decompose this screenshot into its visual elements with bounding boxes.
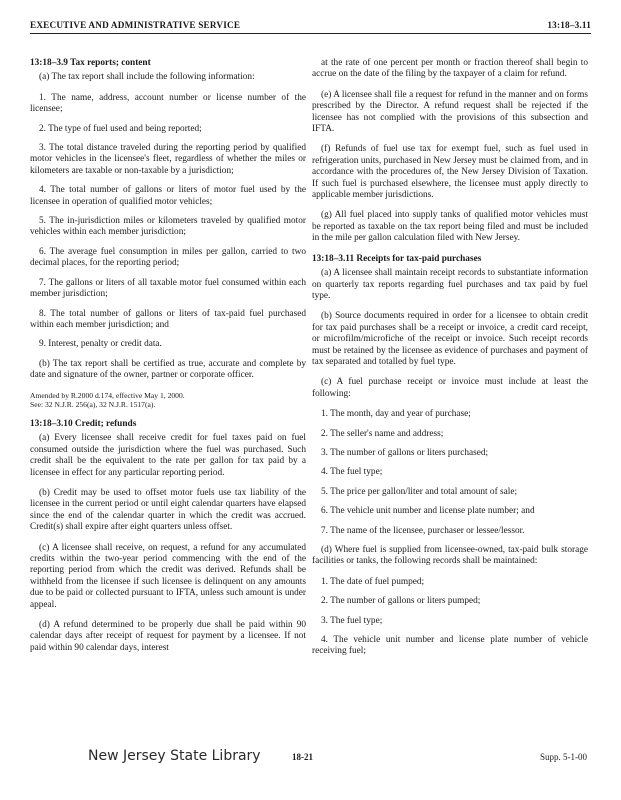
amendment-note [30, 391, 306, 409]
library-stamp: New Jersey State Library [88, 748, 261, 764]
right-column [312, 58, 588, 666]
list-item: 6. The average fuel consumption in miles per gallon, carried to two decimal places, for the reporting period; [30, 246, 306, 269]
list-item: 4. The total number of gallons or liters of motor fuel used by the licensee in operation of qualified motor vehicles; [30, 185, 306, 207]
list-item: 1. The name, address, account number or license number of the licensee; [30, 92, 306, 115]
list-item: 2. The seller's name and address; [321, 428, 444, 439]
paragraph: (b) Credit may be used to offset motor fuels use tax liability of the licensee in the current period or until eight calendar quarters have elapsed since the end of the calendar quarter in which the credit was accrued. Credit(s) shall expire after eight quarters unless offset. [30, 487, 306, 533]
list-item: 4. The fuel type; [321, 467, 383, 478]
header-section-number: 13:18–3.11 [547, 20, 591, 30]
amendment-line: Amended by R.2000 d.174, effective May 1, 2000. [30, 390, 185, 400]
list-item: 3. The total distance traveled during the reporting period by qualified motor vehicles in the licensee's fleet, regardless of whether the miles or kilometers are taxable or non-taxable by a jurisdiction; [30, 143, 306, 176]
list-item: 9. Interest, penalty or credit data. [39, 339, 162, 350]
left-column [30, 58, 306, 663]
list-item: 5. The price per gallon/liter and total amount of sale; [321, 486, 518, 497]
list-item: 3. The fuel type; [321, 615, 383, 626]
list-item: 1. The date of fuel pumped; [321, 576, 425, 587]
section-3-11-heading: 13:18–3.11 Receipts for tax-paid purchases [312, 253, 482, 264]
paragraph: (c) A licensee shall receive, on request, a refund for any accumulated credits within the two-year period commencing with the end of the reporting period from which the credit was derived. Refunds shall be withheld from the licensee if such licensee is delinquent on any amounts due to be paid or collected pursuant to IFTA, unless such amount is under appeal. [30, 542, 306, 610]
paragraph: (b) The tax report shall be certified as true, accurate and complete by date and signature of the owner, partner or corporate officer. [30, 358, 306, 381]
paragraph: (b) Source documents required in order for a licensee to obtain credit for tax paid purchases shall be a receipt or invoice, a credit card receipt, or microfilm/microfiche of the receipt or invoice. Such receipt records must be retained by the licensee as evidence of purchases and payment of tax separated and totalled by fuel type. [312, 311, 588, 367]
paragraph: (a) Every licensee shall receive credit for fuel taxes paid on fuel consumed outside the jurisdiction where the fuel was purchased. Such credit shall be the equivalent to the rate per gallon for tax paid by a licensee in effect for any particular reporting period. [30, 433, 306, 478]
list-item: 8. The total number of gallons or liters of tax-paid fuel purchased within each member jurisdiction; and [30, 308, 306, 330]
page-number: 18-21 [292, 752, 313, 762]
running-header [30, 20, 591, 34]
paragraph: (f) Refunds of fuel use tax for exempt fuel, such as fuel used in refrigeration units, purchased in New Jersey must be claimed from, and in accordance with the procedures of, the New Jersey Division of Taxation. If such fuel is purchased elsewhere, the licensee must apply directly to applicable member jurisdictions. [312, 144, 588, 201]
section-3-9-heading: 13:18–3.9 Tax reports; content [30, 58, 151, 68]
amendment-line: See: 32 N.J.R. 256(a), 32 N.J.R. 1517(a). [30, 399, 156, 409]
paragraph: (a) A licensee shall maintain receipt records to substantiate information on quarterly tax reports regarding fuel purchases and tax paid by fuel type. [312, 268, 588, 301]
section-3-10-heading: 13:18–3.10 Credit; refunds [30, 418, 137, 429]
list-item: 1. The month, day and year of purchase; [321, 409, 471, 420]
list-item: 5. The in-jurisdiction miles or kilometers traveled by qualified motor vehicles within each member jurisdiction; [30, 216, 306, 238]
header-title: EXECUTIVE AND ADMINISTRATIVE SERVICE [30, 20, 241, 30]
list-item: 6. The vehicle unit number and license plate number; and [321, 506, 535, 517]
list-item: 3. The number of gallons or liters purchased; [321, 447, 489, 458]
list-item: 7. The name of the licensee, purchaser or lessee/lessor. [321, 525, 525, 536]
list-item: 2. The number of gallons or liters pumped; [321, 596, 481, 607]
paragraph: at the rate of one percent per month or fraction thereof shall begin to accrue on the date of the filing by the taxpayer of a claim for refund. [312, 58, 588, 80]
list-item: 7. The gallons or liters of all taxable motor fuel consumed within each member jurisdiction; [30, 277, 306, 300]
supplement-date: Supp. 5-1-00 [540, 752, 587, 762]
paragraph: (e) A licensee shall file a request for refund in the manner and on forms prescribed by the Director. A refund request shall be rejected if the licensee has not complied with the provisions of this subsection and IFTA. [312, 89, 588, 135]
paragraph: (a) The tax report shall include the following information: [39, 72, 255, 83]
paragraph: (d) Where fuel is supplied from licensee-owned, tax-paid bulk storage facilities or tanks, the following records shall be maintained: [312, 545, 588, 567]
list-item: 2. The type of fuel used and being reported; [39, 123, 202, 134]
list-item: 4. The vehicle unit number and license plate number of vehicle receiving fuel; [312, 635, 588, 657]
paragraph: (d) A refund determined to be properly due shall be paid within 90 calendar days after receipt of request for payment by a licensee. If not paid within 90 calendar days, interest [30, 620, 306, 653]
paragraph: (g) All fuel placed into supply tanks of qualified motor vehicles must be reported as taxable on the tax report being filed and must be included in the mile per gallon calculation filed with New Jersey. [312, 210, 588, 244]
paragraph: (c) A fuel purchase receipt or invoice must include at least the following: [312, 377, 588, 399]
